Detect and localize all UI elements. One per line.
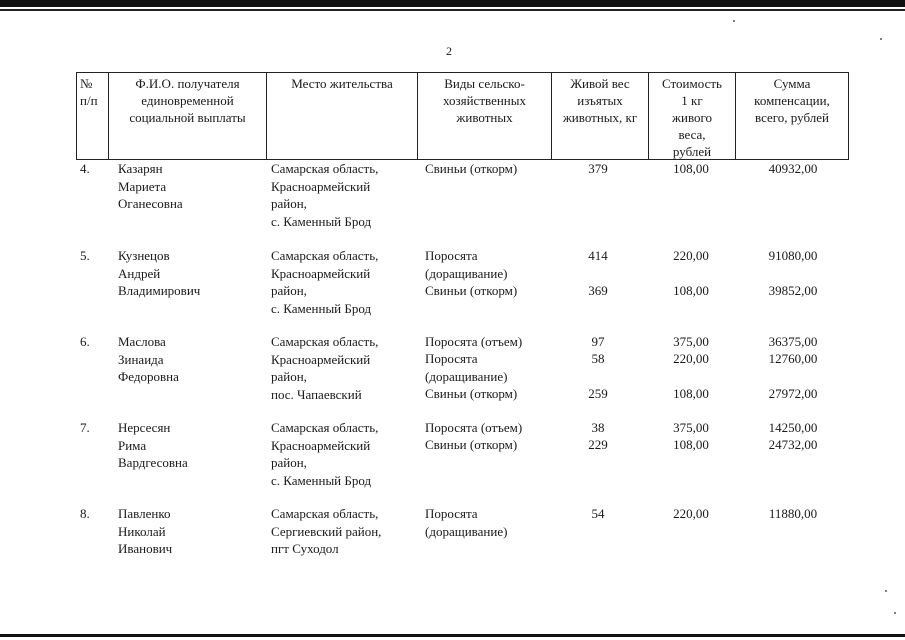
recipient-name: Маслова Зинаида Федоровна (118, 334, 179, 384)
live-weight: 54 (591, 506, 605, 521)
compensation-total: 91080,00 (768, 248, 818, 263)
scan-speck (880, 38, 882, 40)
header-weight: Живой вес изъятых животных, кг (562, 76, 638, 125)
scan-bottom-border (0, 634, 905, 637)
residence: Самарская область, Красноармейский район, с. Каменный Брод (271, 420, 379, 488)
row-number: 4. (80, 161, 90, 176)
compensation-total: 24732,00 (768, 437, 818, 452)
row-number: 5. (80, 248, 90, 263)
cost-per-kg: 108,00 (673, 386, 709, 401)
animal-type: Свиньи (откорм) (425, 437, 518, 452)
compensation-total: 36375,00 (768, 334, 818, 349)
residence: Самарская область, Красноармейский район, с. Каменный Брод (271, 248, 379, 316)
scan-speck (885, 590, 887, 592)
header-cost: Стоимость 1 кг живого веса, рублей (662, 76, 722, 159)
live-weight: 414 (588, 248, 608, 263)
header-animals: Виды сельско- хозяйственных животных (442, 76, 526, 125)
animal-type: Свиньи (откорм) (425, 283, 518, 298)
scan-speck (894, 612, 896, 614)
scan-speck (733, 20, 735, 22)
row-number: 6. (80, 334, 90, 349)
live-weight: 229 (588, 437, 608, 452)
table-header (76, 72, 849, 160)
cost-per-kg: 220,00 (673, 351, 709, 366)
header-place: Место жительства (291, 76, 393, 91)
page-number: 2 (446, 44, 452, 58)
compensation-total: 12760,00 (768, 351, 818, 366)
animal-type: Поросята (доращивание) (425, 351, 508, 384)
recipient-name: Казарян Мариета Оганесовна (118, 161, 183, 211)
cost-per-kg: 108,00 (673, 161, 709, 176)
scan-top-border (0, 0, 905, 7)
recipient-name: Нерсесян Рима Вардгесовна (118, 420, 188, 470)
cost-per-kg: 108,00 (673, 283, 709, 298)
cost-per-kg: 375,00 (673, 334, 709, 349)
animal-type: Свиньи (откорм) (425, 161, 518, 176)
residence: Самарская область, Красноармейский район, пос. Чапаевский (271, 334, 379, 402)
recipient-name: Павленко Николай Иванович (118, 506, 173, 556)
live-weight: 259 (588, 386, 608, 401)
live-weight: 97 (591, 334, 605, 349)
compensation-total: 39852,00 (768, 283, 818, 298)
header-num: № п/п (80, 76, 98, 108)
row-number: 7. (80, 420, 90, 435)
cost-per-kg: 220,00 (673, 248, 709, 263)
animal-type: Поросята (отъем) (425, 334, 523, 349)
compensation-total: 40932,00 (768, 161, 818, 176)
residence: Самарская область, Сергиевский район, пгт Суходол (271, 506, 382, 556)
scan-top-border-thin (0, 9, 905, 11)
compensation-total: 11880,00 (768, 506, 818, 521)
live-weight: 369 (588, 283, 608, 298)
animal-type: Свиньи (откорм) (425, 386, 518, 401)
live-weight: 379 (588, 161, 608, 176)
cost-per-kg: 220,00 (673, 506, 709, 521)
animal-type: Поросята (отъем) (425, 420, 523, 435)
live-weight: 38 (591, 420, 605, 435)
recipient-name: Кузнецов Андрей Владимирович (118, 248, 201, 298)
cost-per-kg: 375,00 (673, 420, 709, 435)
header-total: Сумма компенсации, всего, рублей (754, 76, 830, 125)
header-name: Ф.И.О. получателя единовременной социальной выплаты (129, 76, 246, 125)
compensation-total: 14250,00 (768, 420, 818, 435)
compensation-total: 27972,00 (768, 386, 818, 401)
animal-type: Поросята (доращивание) (425, 506, 508, 539)
live-weight: 58 (591, 351, 605, 366)
cost-per-kg: 108,00 (673, 437, 709, 452)
residence: Самарская область, Красноармейский район, с. Каменный Брод (271, 161, 379, 229)
row-number: 8. (80, 506, 90, 521)
animal-type: Поросята (доращивание) (425, 248, 508, 281)
